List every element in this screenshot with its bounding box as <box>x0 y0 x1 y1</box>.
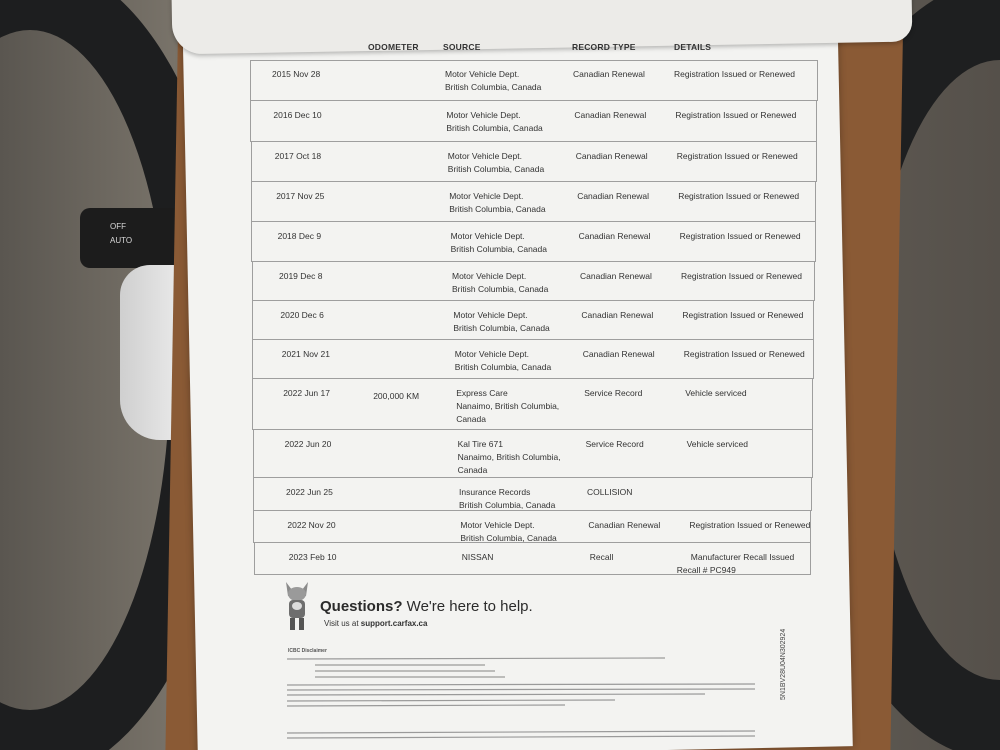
row-source-line2: British Columbia, Canada <box>452 284 549 294</box>
row-record-type: Service Record <box>585 439 644 449</box>
row-source-line2: Nanaimo, British Columbia, <box>457 452 561 462</box>
row-odometer: 200,000 KM <box>373 391 420 401</box>
row-source-line1: Motor Vehicle Dept. <box>454 349 529 359</box>
row-date: 2023 Feb 10 <box>288 552 337 562</box>
row-details-line1: Registration Issued or Renewed <box>674 69 795 79</box>
row-date: 2021 Nov 21 <box>281 349 330 359</box>
row-record-type: Service Record <box>584 388 643 398</box>
row-date: 2022 Jun 20 <box>284 439 332 449</box>
row-record-type: Canadian Renewal <box>578 231 651 241</box>
row-date: 2016 Dec 10 <box>273 110 322 120</box>
row-source-line1: Motor Vehicle Dept. <box>446 110 521 120</box>
row-source-line2: British Columbia, Canada <box>450 244 547 254</box>
row-source-line1: Motor Vehicle Dept. <box>453 310 528 320</box>
row-details-line1: Registration Issued or Renewed <box>676 151 798 161</box>
fine-print-block <box>285 655 775 745</box>
row-record-type: Canadian Renewal <box>581 310 654 320</box>
row-source-line2: British Columbia, Canada <box>446 123 543 133</box>
row-date: 2017 Nov 25 <box>276 191 325 201</box>
carfax-fox-mascot-icon <box>282 578 312 632</box>
row-record-type: COLLISION <box>587 487 633 497</box>
row-date: 2022 Nov 20 <box>287 520 336 530</box>
col-header-details: DETAILS <box>674 42 712 52</box>
row-source-line2: British Columbia, Canada <box>453 323 550 333</box>
row-record-type: Canadian Renewal <box>574 110 647 120</box>
row-details-line1: Registration Issued or Renewed <box>679 231 801 241</box>
row-source-line2: Nanaimo, British Columbia, <box>456 401 560 411</box>
questions-heading: Questions? We're here to help. <box>320 598 533 615</box>
row-record-type: Canadian Renewal <box>577 191 650 201</box>
row-record-type: Canadian Renewal <box>575 151 648 161</box>
visit-line: Visit us at support.carfax.ca <box>324 619 428 628</box>
row-source-line1: Motor Vehicle Dept. <box>449 191 524 201</box>
row-details-line1: Registration Issued or Renewed <box>683 349 805 359</box>
row-details-line1: Vehicle serviced <box>686 439 749 449</box>
row-details-line1: Registration Issued or Renewed <box>678 191 800 201</box>
row-source-line1: Express Care <box>456 388 508 398</box>
row-date: 2018 Dec 9 <box>277 231 322 241</box>
row-source-line2: British Columbia, Canada <box>449 204 546 214</box>
col-header-odometer: ODOMETER <box>368 42 419 52</box>
row-source-line2: British Columbia, Canada <box>454 362 552 372</box>
row-details-line1: Registration Issued or Renewed <box>675 110 797 120</box>
col-header-record-type: RECORD TYPE <box>572 42 636 52</box>
stalk-auto-label: AUTO <box>110 236 133 245</box>
row-record-type: Recall <box>589 552 614 562</box>
row-details-line1: Manufacturer Recall Issued <box>690 552 795 562</box>
col-header-source: SOURCE <box>443 42 481 52</box>
row-source-line1: Motor Vehicle Dept. <box>460 520 535 530</box>
row-record-type: Canadian Renewal <box>580 271 652 281</box>
row-date: 2015 Nov 28 <box>272 69 321 79</box>
row-source-line2: British Columbia, Canada <box>445 82 542 92</box>
row-source-line3: Canada <box>456 414 486 424</box>
row-details-line1: Vehicle serviced <box>685 388 747 398</box>
disclaimer-title: ICBC Disclaimer <box>288 648 327 654</box>
row-source-line2: British Columbia, Canada <box>460 533 557 543</box>
stalk-off-label: OFF <box>110 222 126 231</box>
row-source-line1: Motor Vehicle Dept. <box>447 151 522 161</box>
row-source-line1: Motor Vehicle Dept. <box>450 231 525 241</box>
row-details-line1: Registration Issued or Renewed <box>689 520 811 530</box>
row-details-line2: Recall # PC949 <box>676 565 736 575</box>
row-record-type: Canadian Renewal <box>582 349 655 359</box>
row-source-line3: Canada <box>457 465 488 475</box>
row-source-line1: Insurance Records <box>459 487 531 497</box>
support-link[interactable]: support.carfax.ca <box>360 619 428 628</box>
row-record-type: Canadian Renewal <box>588 520 661 530</box>
row-source-line1: NISSAN <box>461 552 494 562</box>
row-date: 2020 Dec 6 <box>280 310 324 320</box>
vin-serial: 5N1BV28U04N302924 <box>780 628 787 700</box>
row-date: 2022 Jun 17 <box>283 388 330 398</box>
row-details-line1: Registration Issued or Renewed <box>682 310 804 320</box>
row-source-line1: Kal Tire 671 <box>457 439 503 449</box>
row-source-line2: British Columbia, Canada <box>459 500 556 510</box>
row-details-line1: Registration Issued or Renewed <box>681 271 802 281</box>
row-source-line2: British Columbia, Canada <box>447 164 545 174</box>
row-source-line1: Motor Vehicle Dept. <box>445 69 520 79</box>
row-date: 2017 Oct 18 <box>274 151 322 161</box>
row-date: 2019 Dec 8 <box>279 271 323 281</box>
row-date: 2022 Jun 25 <box>286 487 333 497</box>
light-control-stalk <box>80 208 180 268</box>
row-record-type: Canadian Renewal <box>573 69 645 79</box>
row-source-line1: Motor Vehicle Dept. <box>452 271 527 281</box>
